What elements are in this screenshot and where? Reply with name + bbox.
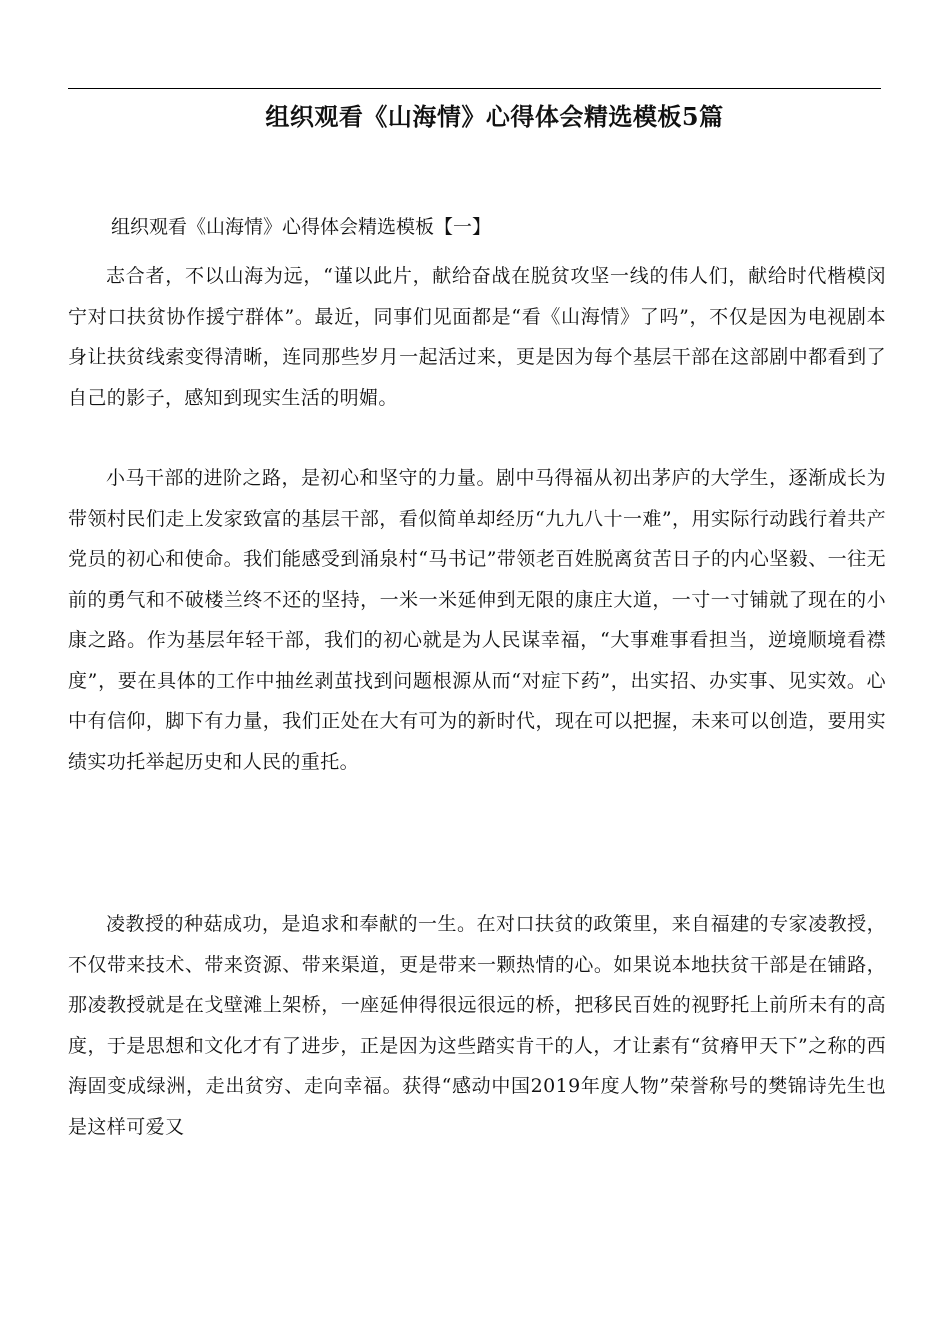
paragraph-2: 小马干部的进阶之路，是初心和坚守的力量。剧中马得福从初出茅庐的大学生，逐渐成长为带领村民们走上发家致富的基层干部，看似简单却经历“九九八十一难”，用实际行动践行着共产党员的初心和使命。我们能感受到涌泉村“马书记”带领老百姓脱离贫苦日子的内心坚毅、一往无前的勇气和不破楼兰终不还的坚持，一米一米延伸到无限的康庄大道，一寸一寸铺就了现在的小康之路。作为基层年轻干部，我们的初心就是为人民谋幸福，“大事难事看担当，逆境顺境看襟度”，要在具体的工作中抽丝剥茧找到问题根源从而“对症下药”，出实招、办实事、见实效。心中有信仰，脚下有力量，我们正处在大有可为的新时代，现在可以把握，未来可以创造，要用实绩实功托举起历史和人民的重托。 [68,467,886,773]
paragraph-3: 凌教授的种菇成功，是追求和奉献的一生。在对口扶贫的政策里，来自福建的专家凌教授，不仅带来技术、带来资源、带来渠道，更是带来一颗热情的心。如果说本地扶贫干部是在铺路，那凌教授就是在戈壁滩上架桥，一座延伸得很远很远的桥，把移民百姓的视野托上前所未有的高度，于是思想和文化才有了进步，正是因为这些踏实肯干的人，才让素有“贫瘠甲天下”之称的西海固变成绿洲，走出贫穷、走向幸福。获得“感动中国2019年度人物”荣誉称号的樊锦诗先生也是这样可爱又 [68,913,886,1138]
section-heading: 组织观看《山海情》心得体会精选模板【一】 [111,216,492,238]
document-title: 组织观看《山海情》心得体会精选模板5篇 [265,102,724,131]
paragraph-1: 志合者，不以山海为远，“谨以此片，献给奋战在脱贫攻坚一线的伟人们，献给时代楷模闵宁对口扶贫协作援宁群体”。最近，同事们见面都是“看《山海情》了吗”，不仅是因为电视剧本身让扶贫线索变得清晰，连同那些岁月一起活过来，更是因为每个基层干部在这部剧中都看到了自己的影子，感知到现实生活的明媚。 [68,265,886,409]
header-rule [68,88,881,89]
